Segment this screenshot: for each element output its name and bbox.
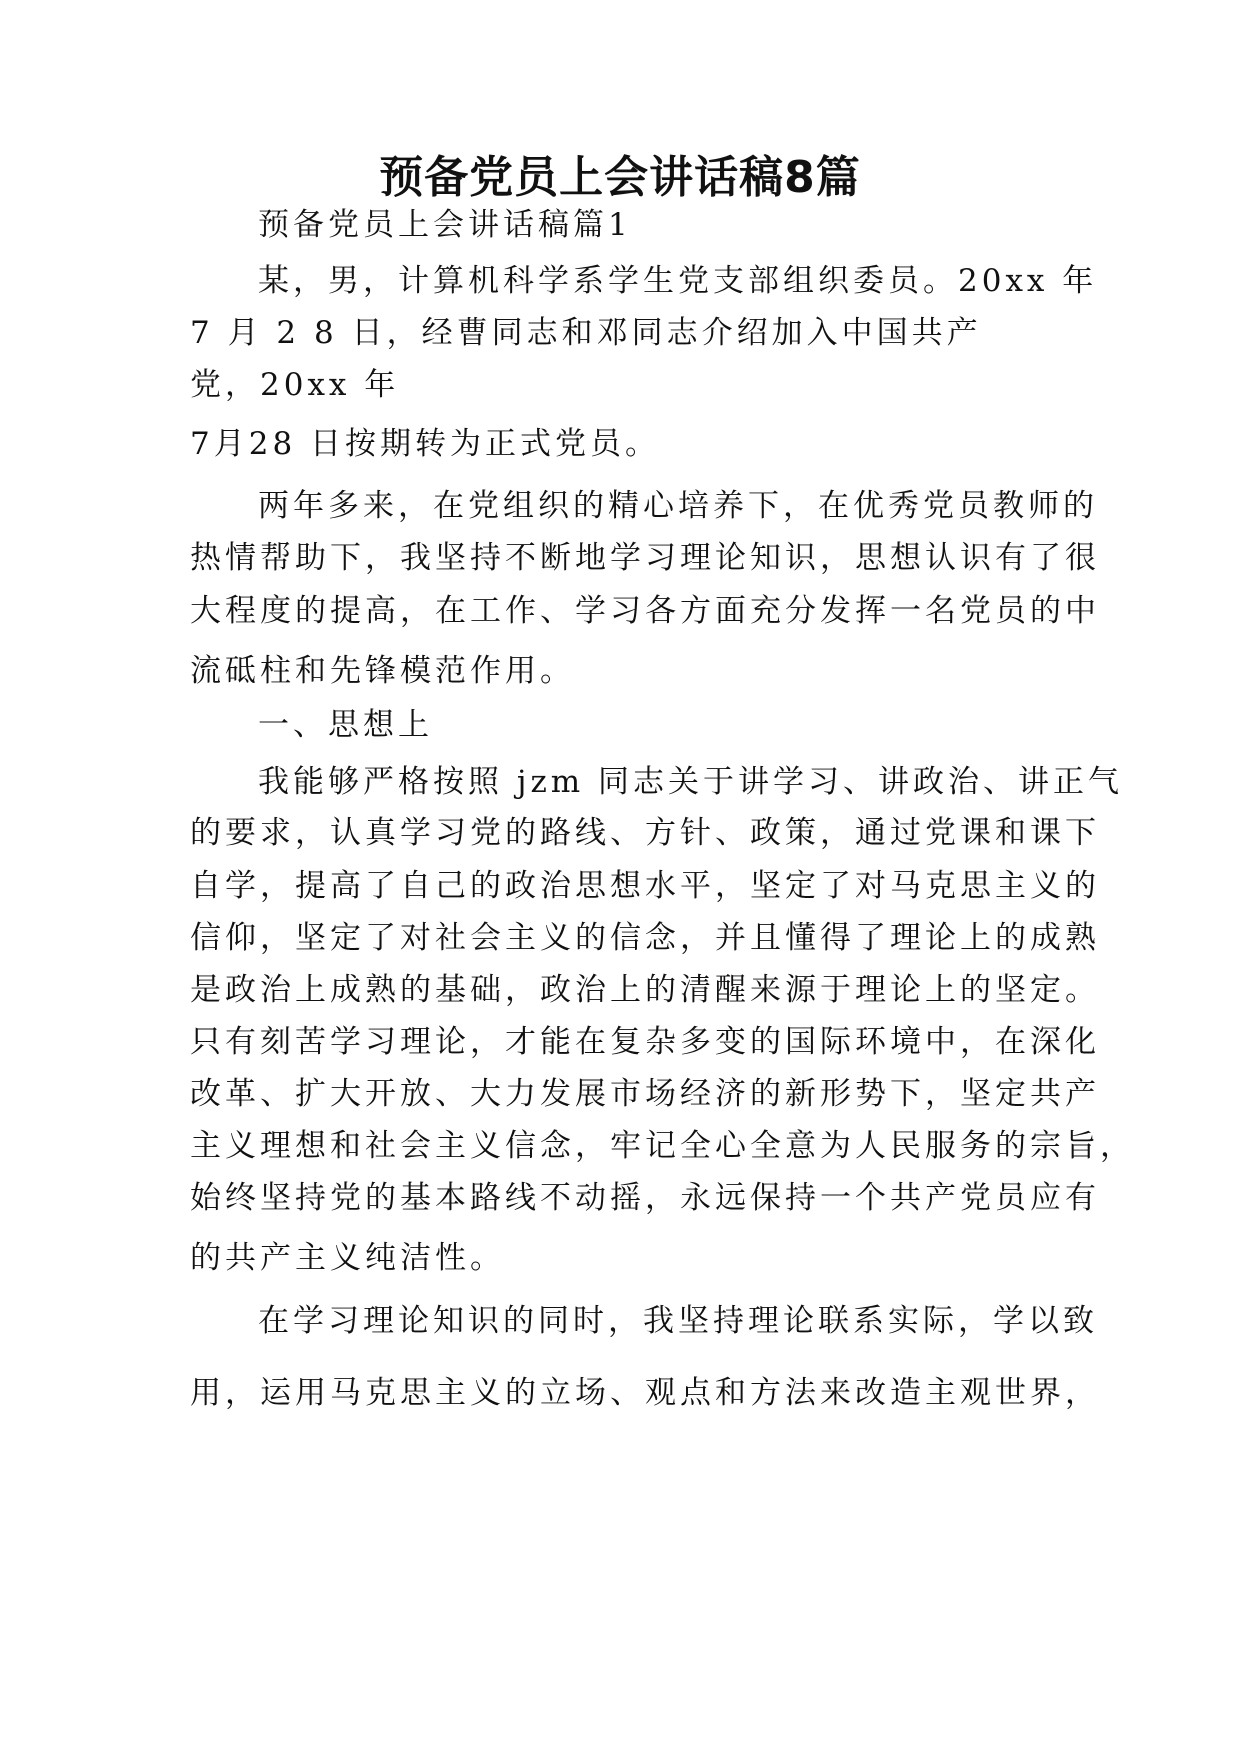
section-heading: 预备党员上会讲话稿篇1 [258,207,632,243]
section-heading: 一、思想上 [258,707,433,743]
document-title: 预备党员上会讲话稿8篇 [379,152,861,203]
paragraph-line: 是政治上成熟的基础，政治上的清醒来源于理论上的坚定。 [190,972,1100,1008]
paragraph-line: 流砥柱和先锋模范作用。 [190,653,575,689]
paragraph-line: 大程度的提高，在工作、学习各方面充分发挥一名党员的中 [190,593,1100,629]
paragraph-line: 我能够严格按照 jzm 同志关于讲学习、讲政治、讲正气 [258,764,1124,800]
paragraph-line: 主义理想和社会主义信念，牢记全心全意为人民服务的宗旨， [190,1128,1135,1164]
paragraph-line: 7 月 2 8 日，经曹同志和邓同志介绍加入中国共产 [190,315,982,351]
paragraph-line: 信仰，坚定了对社会主义的信念，并且懂得了理论上的成熟 [190,920,1100,956]
paragraph-line: 改革、扩大开放、大力发展市场经济的新形势下，坚定共产 [190,1076,1100,1112]
paragraph-line: 的共产主义纯洁性。 [190,1240,505,1276]
paragraph-line: 始终坚持党的基本路线不动摇，永远保持一个共产党员应有 [190,1180,1100,1216]
paragraph-line: 两年多来，在党组织的精心培养下，在优秀党员教师的 [258,488,1098,524]
paragraph-line: 某，男，计算机科学系学生党支部组织委员。20xx 年 [258,263,1098,299]
paragraph-line: 在学习理论知识的同时，我坚持理论联系实际，学以致 [258,1303,1098,1339]
paragraph-line: 的要求，认真学习党的路线、方针、政策，通过党课和课下 [190,815,1100,851]
paragraph-line: 党，20xx 年 [190,367,400,403]
paragraph-line: 用，运用马克思主义的立场、观点和方法来改造主观世界， [190,1375,1100,1411]
paragraph-line: 自学，提高了自己的政治思想水平，坚定了对马克思主义的 [190,868,1100,904]
paragraph-line: 只有刻苦学习理论，才能在复杂多变的国际环境中，在深化 [190,1024,1100,1060]
paragraph-line: 7月28 日按期转为正式党员。 [190,426,661,462]
paragraph-line: 热情帮助下，我坚持不断地学习理论知识，思想认识有了很 [190,540,1100,576]
